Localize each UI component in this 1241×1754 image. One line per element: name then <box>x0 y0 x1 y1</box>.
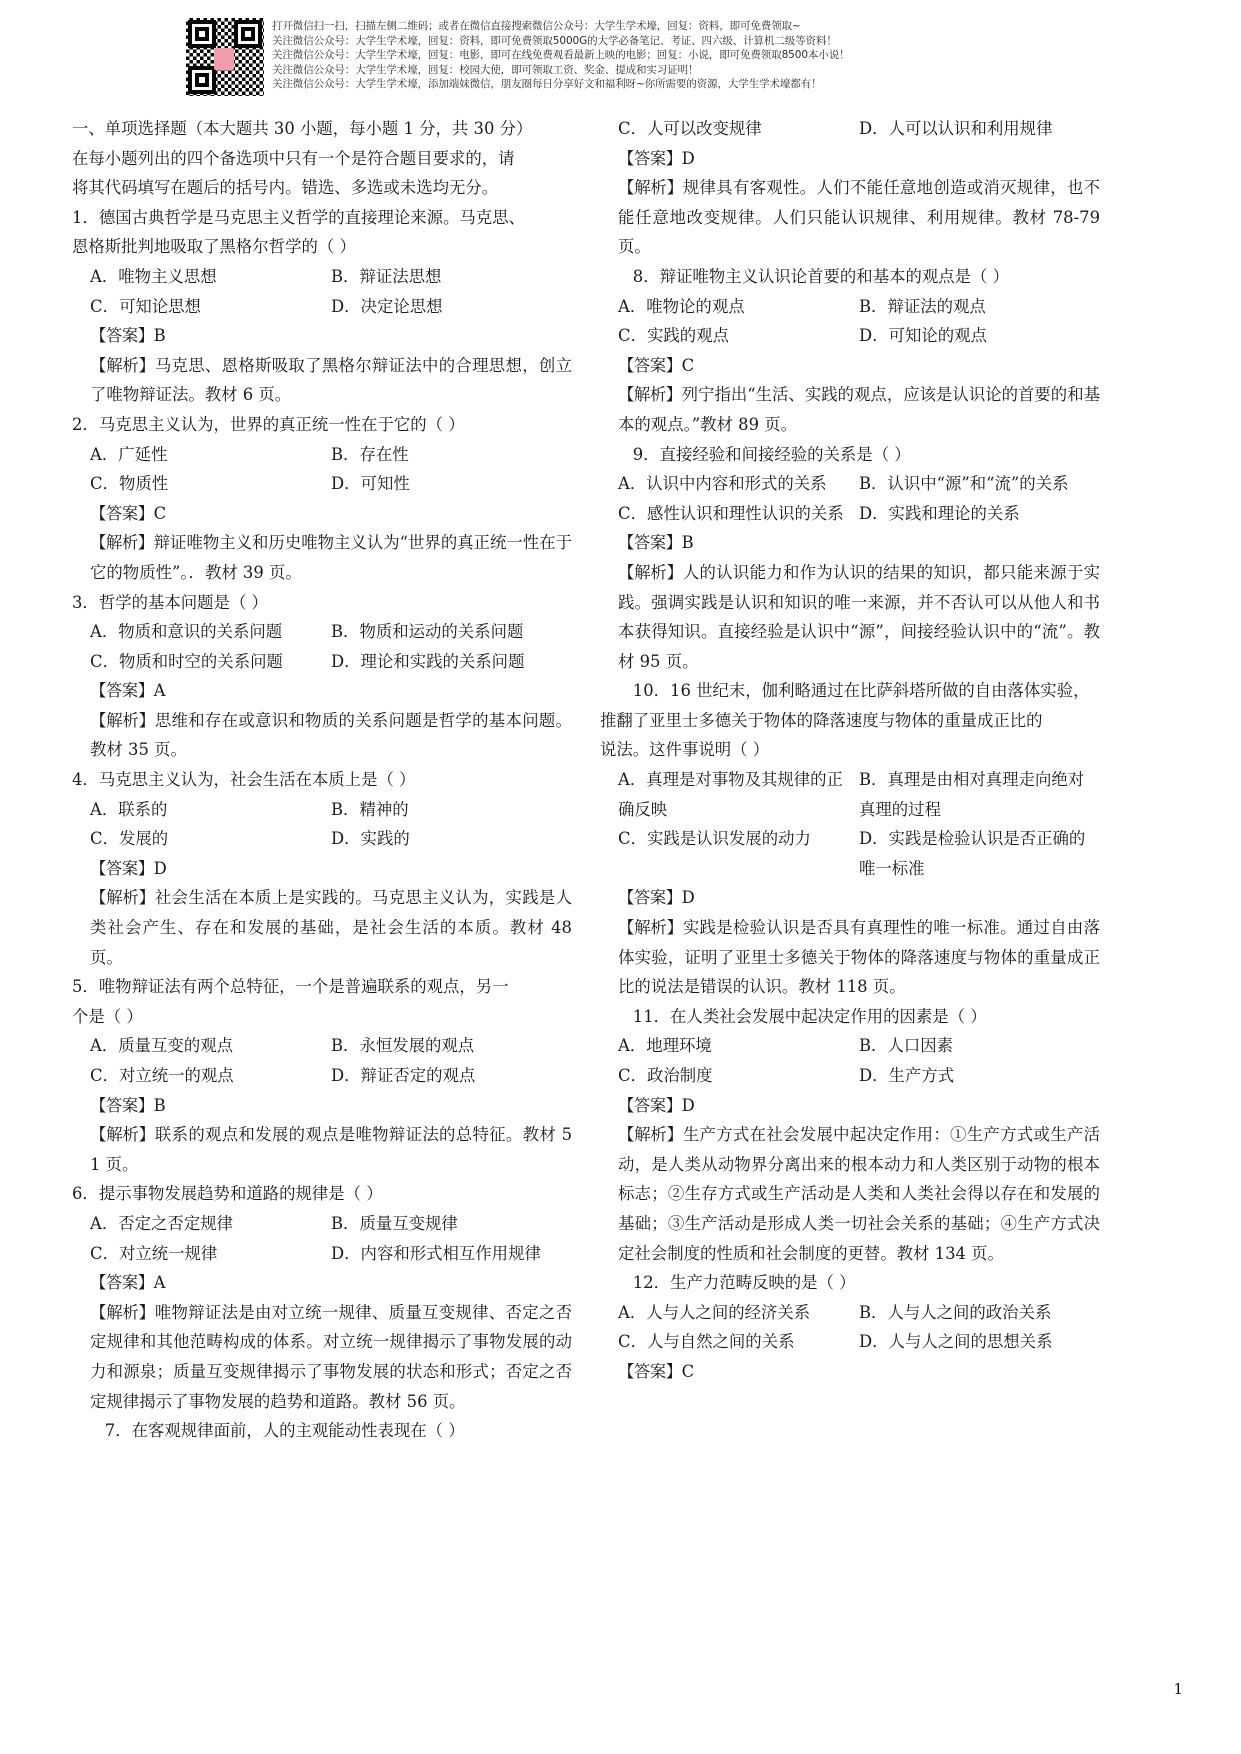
option-row <box>600 824 1100 883</box>
answer-label: 【答案】 <box>90 326 154 346</box>
question-stem-cont: 推翻了亚里士多德关于物体的降落速度与物体的重量成正比的 <box>600 710 1043 730</box>
option-b[interactable]: B．认识中“源”和“流”的关系 <box>859 474 1069 494</box>
option-a[interactable]: A．否定之否定规律 <box>90 1213 233 1233</box>
explanation-label: 【解析】 <box>618 178 683 198</box>
question-stem: 3．哲学的基本问题是（ ） <box>72 592 268 612</box>
option-d[interactable]: D．实践的 <box>331 829 410 849</box>
explanation-text: 列宁指出“生活、实践的观点，应该是认识论的首要的和基本的观点。”教材 89 页。 <box>618 385 1100 434</box>
option-row <box>72 795 572 825</box>
answer-label: 【答案】 <box>90 1273 154 1293</box>
explanation-line <box>72 883 572 972</box>
explanation-line <box>600 173 1100 262</box>
option-row <box>72 440 572 470</box>
option-a[interactable]: A．地理环境 <box>618 1036 712 1056</box>
option-row <box>72 824 572 854</box>
option-c[interactable]: C．人与自然之间的关系 <box>618 1332 795 1352</box>
question-stem: 1．德国古典哲学是马克思主义哲学的直接理论来源。马克思、 <box>72 207 525 227</box>
explanation-label: 【解析】 <box>90 533 154 553</box>
option-row <box>600 1061 1100 1091</box>
section-instruction-line-1: 在每小题列出的四个备选项中只有一个是符合题目要求的，请 <box>72 148 515 168</box>
answer-label: 【答案】 <box>618 148 682 168</box>
explanation-line <box>600 913 1100 1002</box>
explanation-label: 【解析】 <box>90 888 155 908</box>
option-b[interactable]: B．人口因素 <box>859 1036 954 1056</box>
option-d[interactable]: D．内容和形式相互作用规律 <box>331 1243 541 1263</box>
explanation-text: 马克思、恩格斯吸取了黑格尔辩证法中的合理思想，创立了唯物辩证法。教材 6 页。 <box>90 355 572 405</box>
question-item <box>600 676 1100 1002</box>
option-d[interactable]: D．可知论的观点 <box>859 326 987 346</box>
option-a[interactable]: A．广延性 <box>90 444 168 464</box>
option-row <box>72 1031 572 1061</box>
answer-value: B <box>681 533 694 553</box>
qr-code-icon <box>186 18 264 96</box>
question-stem-cont: 个是（ ） <box>72 1006 143 1026</box>
answer-line <box>72 1091 572 1121</box>
question-stem: 12．生产力范畴反映的是（ ） <box>632 1273 856 1293</box>
explanation-label: 【解析】 <box>618 562 683 582</box>
explanation-label: 【解析】 <box>618 918 683 938</box>
question-item-continued <box>600 114 1100 262</box>
option-b[interactable]: B．质量互变规律 <box>331 1213 458 1233</box>
answer-label: 【答案】 <box>618 355 682 375</box>
explanation-label: 【解析】 <box>618 385 682 405</box>
option-a[interactable]: A．联系的 <box>90 799 168 819</box>
answer-value: B <box>153 326 166 346</box>
left-column <box>72 114 572 1446</box>
option-d[interactable]: D．生产方式 <box>859 1066 955 1085</box>
explanation-text: 联系的观点和发展的观点是唯物辩证法的总特征。教材 51 页。 <box>90 1125 572 1174</box>
option-b[interactable]: B．精神的 <box>331 799 409 819</box>
option-row <box>72 617 572 647</box>
answer-label: 【答案】 <box>618 888 682 908</box>
answer-line <box>600 351 1100 381</box>
answer-label: 【答案】 <box>618 1361 682 1381</box>
question-item <box>72 203 572 410</box>
answer-value: A <box>153 1273 166 1293</box>
option-c[interactable]: C．对立统一规律 <box>90 1243 218 1263</box>
explanation-label: 【解析】 <box>90 1302 155 1322</box>
question-stem: 9．直接经验和间接经验的关系是（ ） <box>632 444 911 464</box>
explanation-label: 【解析】 <box>90 1125 155 1145</box>
question-stem: 8．辩证唯物主义认识论首要的和基本的观点是（ ） <box>632 266 1010 286</box>
option-row <box>72 262 572 292</box>
answer-line <box>72 1268 572 1298</box>
option-row <box>600 765 1100 824</box>
question-item <box>72 588 572 766</box>
option-row <box>600 469 1100 499</box>
option-a[interactable]: A．物质和意识的关系问题 <box>90 622 283 642</box>
question-item <box>72 972 572 1179</box>
answer-label: 【答案】 <box>90 858 154 878</box>
explanation-text: 社会生活在本质上是实践的。马克思主义认为，实践是人类社会产生、存在和发展的基础，是社会生活的本质。教材 48 页。 <box>90 888 572 967</box>
option-b[interactable]: B．辩证法的观点 <box>859 296 986 316</box>
option-c[interactable]: C．可知论思想 <box>90 296 201 316</box>
option-d[interactable]: D．人可以认识和利用规律 <box>859 119 1053 138</box>
option-a[interactable]: A．唯物论的观点 <box>618 296 745 316</box>
answer-line <box>600 883 1100 913</box>
explanation-text: 辩证唯物主义和历史唯物主义认为“世界的真正统一性在于它的物质性”。．教材 39 页。 <box>90 533 572 582</box>
answer-label: 【答案】 <box>90 503 154 523</box>
promo-text-block <box>272 18 1186 92</box>
answer-label: 【答案】 <box>618 1095 682 1115</box>
option-a[interactable]: A．唯物主义思想 <box>90 266 217 286</box>
promo-line: 关注微信公众号：大学生学术壕，回复：校园大使，即可领取工资、奖金、提成和实习证明！ <box>272 63 699 76</box>
option-b[interactable]: B．物质和运动的关系问题 <box>331 622 524 642</box>
answer-line <box>600 1091 1100 1121</box>
question-item <box>600 262 1100 440</box>
option-c[interactable]: C．实践是认识发展的动力 <box>618 829 811 849</box>
answer-line <box>72 499 572 529</box>
explanation-text: 生产方式在社会发展中起决定作用：①生产方式或生产活动，是人类从动物界分离出来的根本动力和人类区别于动物的根本标志；②生存方式或生产活动是人类和人类社会得以存在和发展的基础；③生产活动是形成人类一切社会关系的基础；④生产方式决定社会制度的性质和社会制度的更替。教材 134 页。 <box>618 1125 1100 1263</box>
question-stem: 5．唯物辩证法有两个总特征，一个是普遍联系的观点，另一 <box>72 977 509 997</box>
explanation-text: 唯物辩证法是由对立统一规律、质量互变规律、否定之否定规律和其他范畴构成的体系。对立统一规律揭示了事物发展的动力和源泉；质量互变规律揭示了事物发展的状态和形式；否定之否定规律揭示了事物发展的趋势和道路。教材 56 页。 <box>90 1302 572 1411</box>
question-item <box>72 1416 572 1446</box>
question-stem: 6．提示事物发展趋势和道路的规律是（ ） <box>72 1184 383 1204</box>
option-row <box>600 114 1100 144</box>
explanation-line <box>72 351 572 410</box>
explanation-label: 【解析】 <box>90 355 155 375</box>
question-stem: 10．16 世纪末，伽利略通过在比萨斜塔所做的自由落体实验， <box>632 681 1090 701</box>
option-a[interactable]: A．认识中内容和形式的关系 <box>618 474 827 494</box>
answer-value: B <box>153 1095 166 1115</box>
explanation-line <box>72 1298 572 1416</box>
option-d[interactable]: D．实践是检验认识是否正确的唯一标准 <box>859 829 1086 878</box>
option-row <box>72 647 572 677</box>
option-d[interactable]: D．人与人之间的思想关系 <box>859 1332 1053 1352</box>
answer-value: D <box>681 148 695 168</box>
option-a[interactable]: A．质量互变的观点 <box>90 1036 233 1056</box>
option-row <box>600 292 1100 322</box>
option-d[interactable]: D．实践和理论的关系 <box>859 503 1020 523</box>
option-c[interactable]: C．政治制度 <box>618 1066 713 1085</box>
answer-value: C <box>681 1361 695 1381</box>
answer-line <box>600 528 1100 558</box>
answer-line <box>72 676 572 706</box>
option-c[interactable]: C．对立统一的观点 <box>90 1066 234 1085</box>
question-item <box>72 410 572 588</box>
option-b[interactable]: B．辩证法思想 <box>331 266 442 286</box>
answer-line <box>72 321 572 351</box>
option-b[interactable]: B．真理是由相对真理走向绝对真理的过程 <box>859 770 1085 819</box>
option-a[interactable]: A．人与人之间的经济关系 <box>618 1302 811 1322</box>
explanation-line <box>72 528 572 587</box>
option-c[interactable]: C．实践的观点 <box>618 326 729 346</box>
promo-banner <box>186 18 1186 96</box>
answer-value: A <box>153 681 166 701</box>
promo-line: 打开微信扫一扫，扫描左侧二维码；或者在微信直接搜索微信公众号：大学生学术壕，回复：资料，即可免费领取~ <box>272 20 801 32</box>
question-stem: 7．在客观规律面前，人的主观能动性表现在（ ） <box>104 1421 465 1441</box>
option-b[interactable]: B．存在性 <box>331 444 409 464</box>
answer-label: 【答案】 <box>90 1095 154 1115</box>
option-row <box>600 1298 1100 1328</box>
option-row <box>72 292 572 322</box>
explanation-line <box>600 1120 1100 1268</box>
question-stem-cont: 恩格斯批判地吸取了黑格尔哲学的（ ） <box>72 237 356 257</box>
option-c[interactable]: C．发展的 <box>90 829 169 849</box>
promo-line: 关注微信公众号：大学生学术壕，回复：资料，即可免费领取5000G的大学必备笔记、考证、四六级、计算机二级等资料！ <box>272 34 837 47</box>
explanation-line <box>600 380 1100 439</box>
option-b[interactable]: B．人与人之间的政治关系 <box>859 1302 1052 1322</box>
option-row <box>72 1209 572 1239</box>
option-d[interactable]: D．可知性 <box>331 474 410 494</box>
explanation-text: 人的认识能力和作为认识的结果的知识，都只能来源于实践。强调实践是认识和知识的唯一来源，并不否认可以从他人和书本获得知识。直接经验是认识中“源”，间接经验认识中的“流”。教材 95 页。 <box>618 562 1100 671</box>
question-stem-cont: 说法。这件事说明（ ） <box>600 740 770 760</box>
explanation-line <box>72 1120 572 1179</box>
question-item <box>600 1002 1100 1268</box>
answer-value: C <box>681 355 695 375</box>
option-row <box>600 321 1100 351</box>
question-stem: 11．在人类社会发展中起决定作用的因素是（ ） <box>632 1006 987 1026</box>
question-item <box>72 1179 572 1416</box>
option-row <box>72 1239 572 1269</box>
option-row <box>600 499 1100 529</box>
option-b[interactable]: B．永恒发展的观点 <box>331 1036 475 1056</box>
answer-value: D <box>681 888 695 908</box>
option-c[interactable]: C．物质性 <box>90 474 169 494</box>
option-row <box>600 1327 1100 1357</box>
exam-body <box>0 114 1241 1704</box>
option-d[interactable]: D．决定论思想 <box>331 296 443 316</box>
option-d[interactable]: D．辩证否定的观点 <box>331 1066 476 1085</box>
explanation-text: 规律具有客观性。人们不能任意地创造或消灭规律，也不能任意地改变规律。人们只能认识规律、利用规律。教材 78-79 页。 <box>618 178 1100 257</box>
question-item <box>600 440 1100 677</box>
option-row <box>72 469 572 499</box>
right-column <box>600 114 1100 1387</box>
explanation-text: 思维和存在或意识和物质的关系问题是哲学的基本问题。教材 35 页。 <box>90 710 572 760</box>
explanation-line <box>600 558 1100 676</box>
explanation-label: 【解析】 <box>618 1125 683 1145</box>
option-c[interactable]: C．人可以改变规律 <box>618 119 762 138</box>
option-row <box>72 1061 572 1091</box>
question-stem: 4．马克思主义认为，社会生活在本质上是（ ） <box>72 770 416 790</box>
explanation-line <box>72 706 572 765</box>
question-stem: 2．马克思主义认为，世界的真正统一性在于它的（ ） <box>72 414 465 434</box>
answer-value: D <box>681 1095 695 1115</box>
question-item <box>72 765 572 972</box>
section-instruction-line-2: 将其代码填写在题后的括号内。错选、多选或未选均无分。 <box>72 178 499 198</box>
answer-label: 【答案】 <box>618 533 682 553</box>
promo-line: 关注微信公众号：大学生学术壕，添加端妹微信，朋友圈每日分享好文和福利呀~你所需要的资源，大学生学术壕都有！ <box>272 78 822 91</box>
page-number: 1 <box>1173 1680 1183 1698</box>
option-row <box>600 1031 1100 1061</box>
option-c[interactable]: C．感性认识和理性认识的关系 <box>618 503 844 523</box>
answer-line <box>600 1357 1100 1387</box>
explanation-label: 【解析】 <box>90 710 155 730</box>
answer-value: C <box>153 503 167 523</box>
explanation-text: 实践是检验认识是否具有真理性的唯一标准。通过自由落体实验，证明了亚里士多德关于物体的降落速度与物体的重量成正比的说法是错误的认识。教材 118 页。 <box>618 918 1100 997</box>
option-a[interactable]: A．真理是对事物及其规律的正确反映 <box>618 770 843 819</box>
option-d[interactable]: D．理论和实践的关系问题 <box>331 651 525 671</box>
section-heading: 一、单项选择题（本大题共 30 小题，每小题 1 分，共 30 分） <box>72 119 533 138</box>
question-item <box>600 1268 1100 1386</box>
answer-label: 【答案】 <box>90 681 154 701</box>
answer-value: D <box>153 858 167 878</box>
option-c[interactable]: C．物质和时空的关系问题 <box>90 651 283 671</box>
answer-line <box>72 854 572 884</box>
answer-line <box>600 144 1100 174</box>
promo-line: 关注微信公众号：大学生学术壕，回复：电影，即可在线免费观看最新上映的电影；回复：小说，即可免费领取8500本小说！ <box>272 49 850 62</box>
